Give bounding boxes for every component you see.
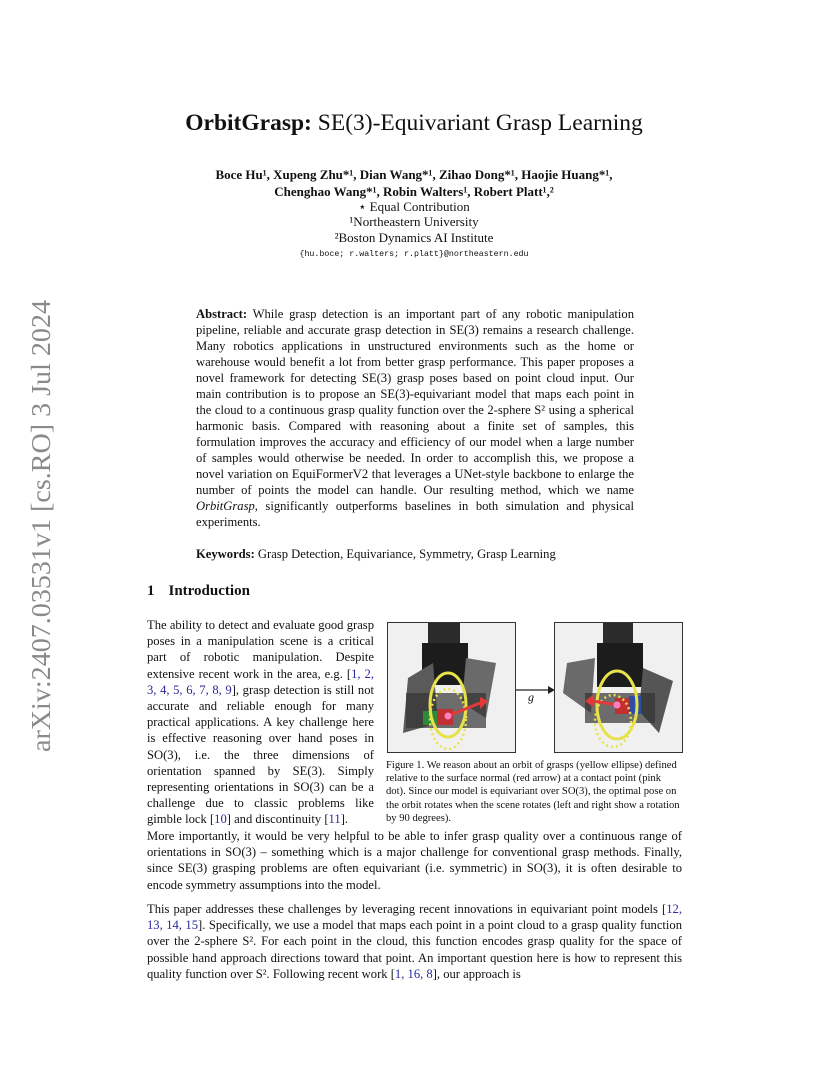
- figure-caption: Figure 1. We reason about an orbit of grasps (yellow ellipse) defined relative to the surface normal (red arrow) at a contact point (pink dot). Since our model is equivariant over SO(3), the optimal pose on the orbit rotates when the scene rotates (left and right show a rotation by 90 degrees).: [386, 760, 680, 824]
- abstract-text-end: , significantly outperforms baselines in both simulation and physical experiments.: [196, 499, 634, 529]
- abstract: [196, 306, 634, 530]
- intro-text: ], our approach is: [432, 966, 521, 981]
- figure-right-panel: [554, 622, 683, 753]
- intro-paragraph-1: [147, 617, 374, 828]
- authors-line-2: Chenghao Wang*¹, Robin Walters¹, Robert Platt¹,²: [274, 184, 554, 199]
- section-heading: [147, 583, 264, 600]
- intro-text: This paper addresses these challenges by leveraging recent innovations in equivariant point models [: [147, 902, 667, 916]
- section-number: 1: [147, 583, 155, 599]
- intro-text: The ability to detect and evaluate good grasp poses in a manipulation scene is a critical part of robotic manipulation. Despite extensive recent work in the area, e.g. [: [147, 618, 374, 681]
- section-title: Introduction: [168, 583, 250, 599]
- abstract-label: Abstract:: [196, 307, 248, 321]
- authors-line-1: Boce Hu¹, Xupeng Zhu*¹, Dian Wang*¹, Zihao Dong*¹, Haojie Huang*¹,: [215, 167, 613, 182]
- intro-text: ] and discontinuity [: [226, 812, 329, 827]
- keywords: [196, 547, 634, 562]
- intro-paragraph-3: [147, 901, 682, 982]
- keywords-text: Grasp Detection, Equivariance, Symmetry, Grasp Learning: [254, 547, 556, 561]
- arxiv-stamp-text: arXiv:2407.03531v1 [cs.RO] 3 Jul 2024: [26, 317, 56, 752]
- intro-paragraph-2: More importantly, it would be very helpful to be able to infer grasp quality over a continuous range of orientations in SO(3) – something which is a major challenge for conventional grasp methods. Finally, since SE(3) grasping problems are often equivariant (i.e. symmetric) in SO(3), it is often desirable to encode symmetry assumptions into the model.: [147, 829, 682, 892]
- citation-link[interactable]: 1, 16, 8: [394, 966, 433, 981]
- citation-link[interactable]: 1, 2, 3, 4, 5, 6, 7, 8, 9: [147, 666, 374, 697]
- robot-grasp-image-right: [555, 623, 682, 752]
- equal-contribution-note: ⋆ Equal Contribution: [358, 199, 470, 214]
- intro-text: ]. Specifically, we use a model that maps each point in a point cloud to a grasp quality function over the 2-sphere S². For each point in the cloud, this function encodes grasp quality for the space of possible hand approach directions toward that point. An important question here is how to represent this quality function over S². Following recent work [: [147, 918, 682, 981]
- citation-link[interactable]: 10: [214, 812, 227, 827]
- rotation-arrow: [514, 680, 556, 700]
- affiliation-2: ²Boston Dynamics AI Institute: [334, 230, 494, 245]
- rotation-label: g: [528, 690, 534, 704]
- author-email: {hu.boce; r.walters; r.platt}@northeastern.edu: [299, 250, 529, 259]
- affiliation-1: ¹Northeastern University: [349, 214, 479, 229]
- arxiv-side-stamp: [4, 290, 68, 770]
- paper-title: [100, 110, 728, 137]
- method-name: OrbitGrasp: [196, 499, 255, 513]
- title-bold: OrbitGrasp:: [185, 110, 312, 136]
- intro-text: ].: [340, 812, 349, 827]
- abstract-text: While grasp detection is an important part of any robotic manipulation pipeline, reliable and accurate grasp detection in SE(3) remains a research challenge. Many robotics applications in unstructured environments such as the home or warehouse would benefit a lot from better grasp performance. This paper proposes a novel framework for detecting SE(3) grasp poses based on point cloud input. Our main contribution is to propose an SE(3)-equivariant model that maps each point in the cloud to a continuous grasp quality function over the 2-sphere S² using a spherical harmonic basis. Compared with reasoning about a finite set of samples, this formulation improves the accuracy and efficiency of our model when a large number of samples would otherwise be needed. In order to accomplish this, we propose a novel variation on EquiFormerV2 that leverages a UNet-style backbone to enlarge the number of points the model can handle. Our resulting method, which we name: [196, 307, 634, 497]
- robot-grasp-image-left: [388, 623, 515, 752]
- figure-left-panel: [387, 622, 516, 753]
- citation-link[interactable]: 12, 13, 14, 15: [147, 902, 682, 933]
- keywords-label: Keywords:: [196, 547, 255, 561]
- intro-text: ], grasp detection is still not accurate and reliable enough for many practical applications. A key challenge here is effective reasoning over hand poses in SO(3), i.e. the three dimensions of orientation spanned by SE(3). Simply representing orientations in SO(3) can be a challenge due to classic problems like gimble lock [: [147, 682, 374, 827]
- title-rest: SE(3)-Equivariant Grasp Learning: [311, 110, 643, 136]
- citation-link[interactable]: 11: [328, 812, 341, 827]
